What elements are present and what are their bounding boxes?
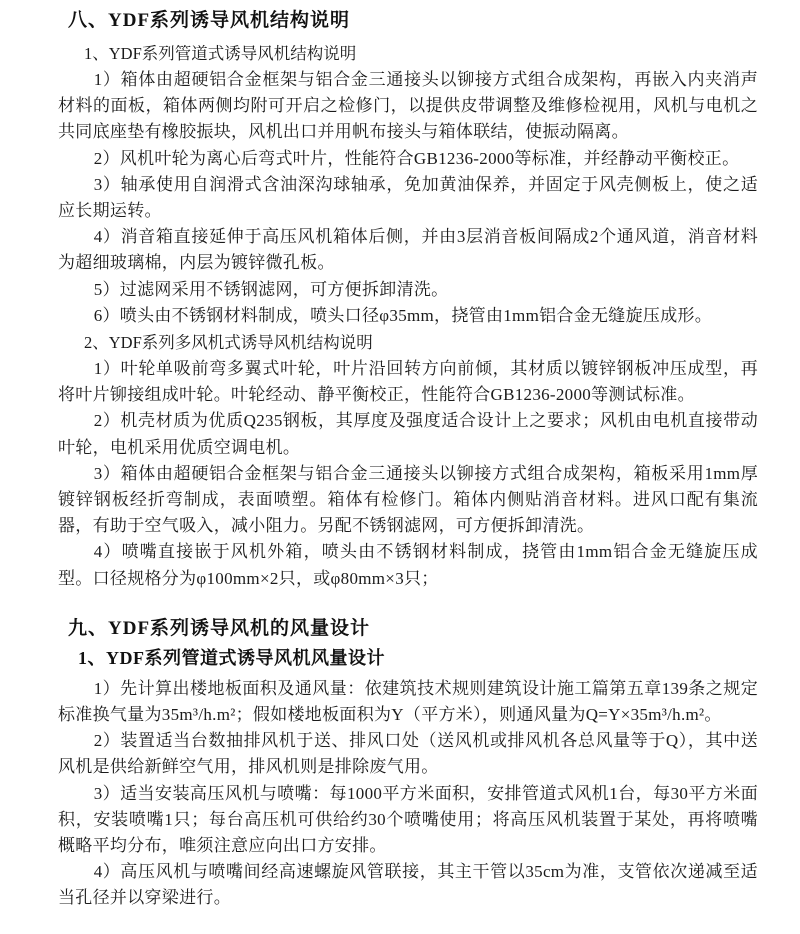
body-paragraph: 4）消音箱直接延伸于高压风机箱体后侧，并由3层消音板间隔成2个通风道，消音材料为超细玻璃棉，内层为镀锌微孔板。	[58, 227, 758, 273]
body-paragraph: 2）风机叶轮为离心后弯式叶片，性能符合GB1236-2000等标准，并经静动平衡校正。	[93, 148, 740, 168]
body-paragraph: 1）箱体由超硬铝合金框架与铝合金三通接头以铆接方式组合成架构，再嵌入内夹消声材料的面板，箱体两侧均附可开启之检修门，以提供皮带调整及维修检视用，风机与电机之共同底座垫有橡胶振块，风机出口并用帆布接头与箱体联结，使振动隔离。	[58, 70, 758, 142]
body-paragraph: 1）先计算出楼地板面积及通风量：依建筑技术规则建筑设计施工篇第五章139条之规定标准换气量为35m³/h.m²；假如楼地板面积为Y（平方米），则通风量为Q=Y×35m³/h.m²。	[58, 678, 758, 725]
body-paragraph: 2）装置适当台数抽排风机于送、排风口处（送风机或排风机各总风量等于Q），其中送风机是供给新鲜空气用，排风机则是排除废气用。	[58, 731, 758, 777]
body-paragraph: 4）高压风机与喷嘴间经高速螺旋风管联接，其主干管以35cm为准，支管依次递减至适当孔径并以穿梁进行。	[58, 862, 758, 908]
section-9-subsection-1-title: 1、YDF系列管道式诱导风机风量设计	[78, 647, 385, 668]
body-paragraph: 3）适当安装高压风机与喷嘴：每1000平方米面积，安排管道式风机1台，每30平方米面积，安装喷嘴1只；每台高压机可供给约30个喷嘴使用；将高压风机装置于某处，再将喷嘴概略平均分布，唯须注意应向出口方安排。	[58, 783, 758, 856]
body-paragraph: 3）轴承使用自润滑式含油深沟球轴承，免加黄油保养，并固定于风壳侧板上，使之适应长期运转。	[58, 174, 758, 221]
section-8-subsection-2-title: 2、YDF系列多风机式诱导风机结构说明	[84, 333, 373, 353]
section-8-subsection-1-title: 1、YDF系列管道式诱导风机结构说明	[84, 44, 357, 63]
section-8-heading: 八、YDF系列诱导风机结构说明	[68, 10, 351, 31]
body-paragraph: 3）箱体由超硬铝合金框架与铝合金三通接头以铆接方式组合成架构，箱板采用1mm厚镀锌钢板经折弯制成，表面喷塑。箱体有检修门。箱体内侧贴消音材料。进风口配有集流器，有助于空气吸入，减小阻力。另配不锈钢滤网，可方便拆卸清洗。	[58, 463, 758, 536]
body-paragraph: 2）机壳材质为优质Q235钢板，其厚度及强度适合设计上之要求；风机由电机直接带动叶轮，电机采用优质空调电机。	[58, 411, 758, 457]
body-paragraph: 6）喷头由不锈钢材料制成，喷头口径φ35mm，挠管由1mm铝合金无缝旋压成形。	[93, 305, 713, 325]
body-paragraph: 4）喷嘴直接嵌于风机外箱，喷头由不锈钢材料制成，挠管由1mm铝合金无缝旋压成型。口径规格分为φ100mm×2只，或φ80mm×3只；	[58, 542, 758, 588]
body-paragraph: 1）叶轮单吸前弯多翼式叶轮，叶片沿回转方向前倾，其材质以镀锌钢板冲压成型，再将叶片铆接组成叶轮。叶轮经动、静平衡校正，性能符合GB1236-2000等测试标准。	[58, 359, 758, 405]
section-9-heading: 九、YDF系列诱导风机的风量设计	[68, 617, 371, 639]
body-paragraph: 5）过滤网采用不锈钢滤网，可方便拆卸清洗。	[93, 279, 449, 299]
